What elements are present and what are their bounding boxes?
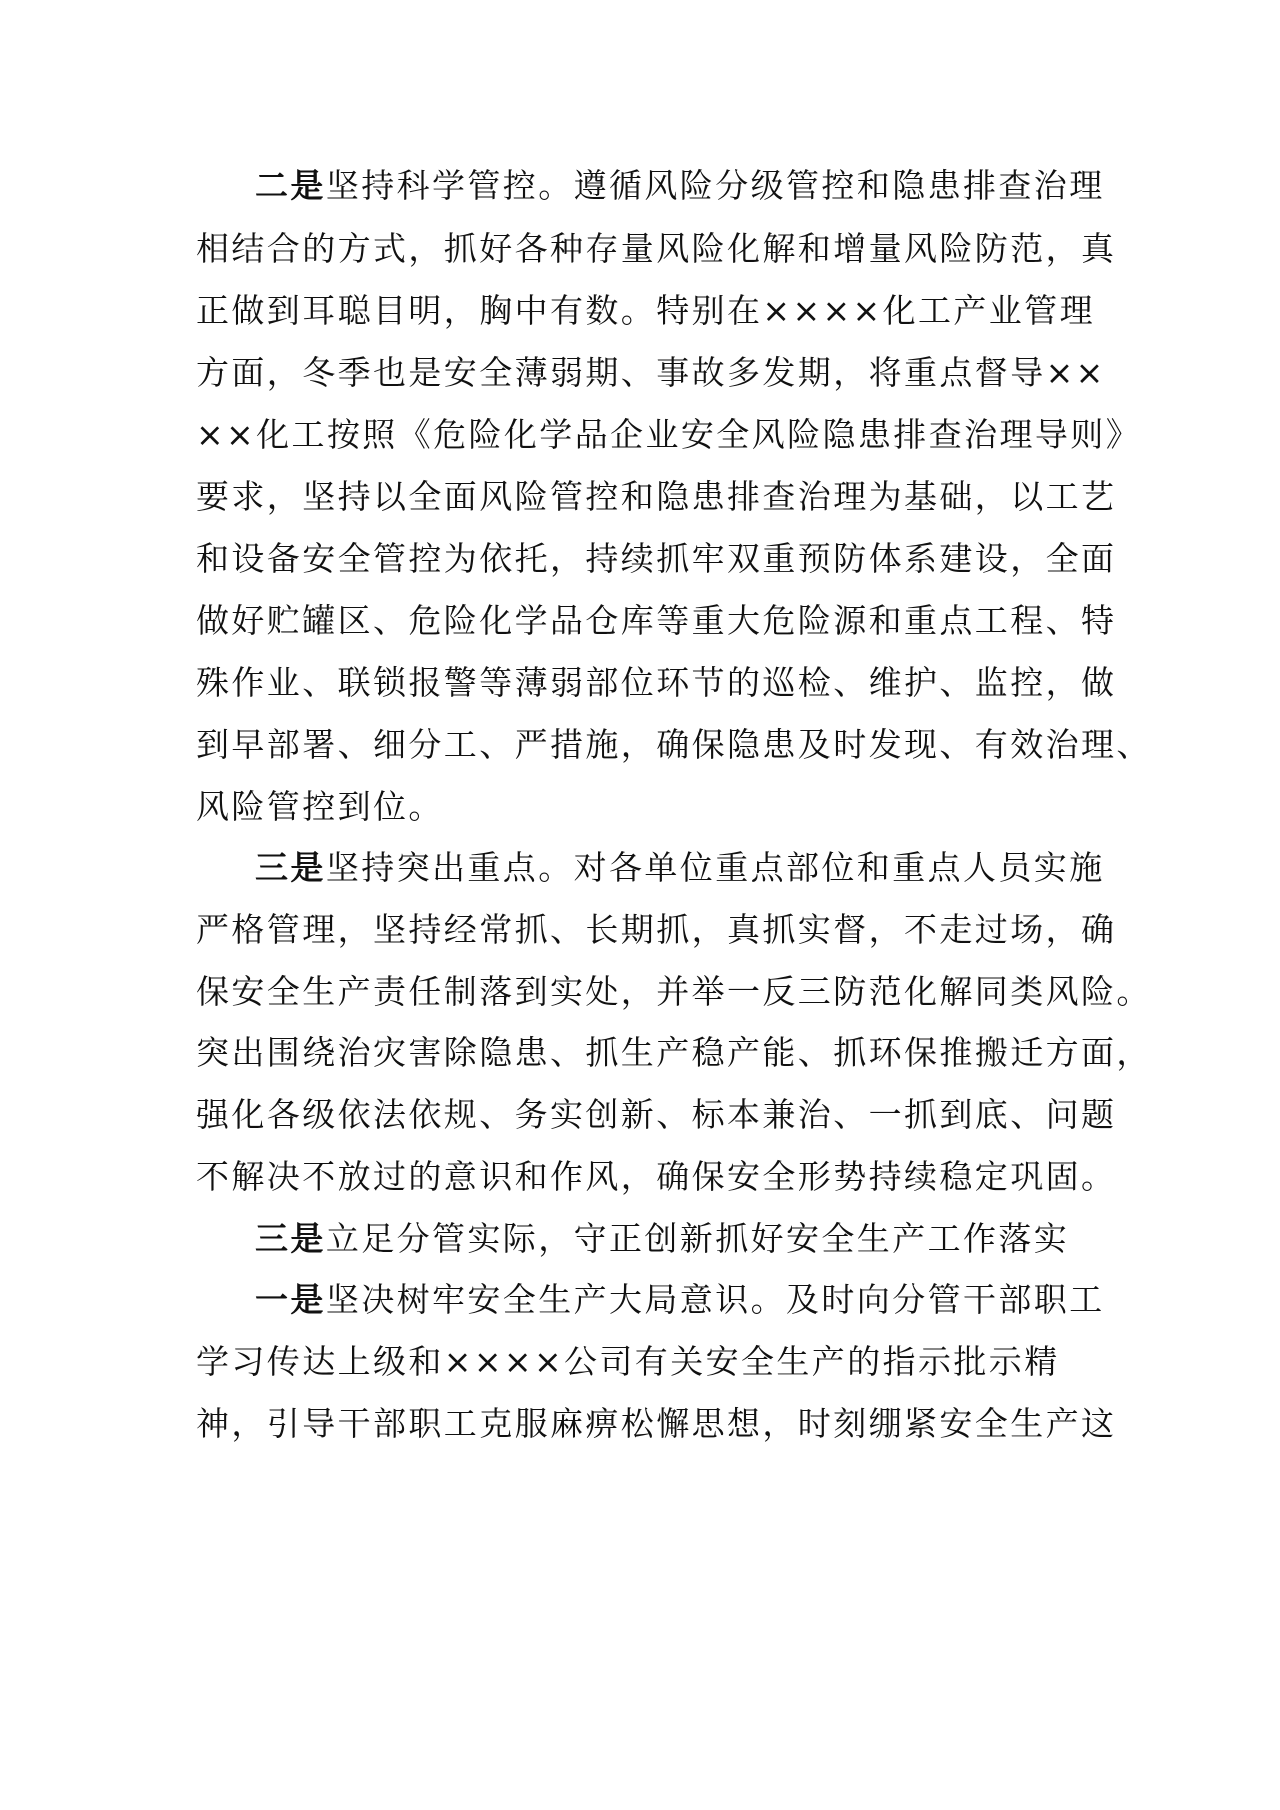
- paragraph-line: [196, 970, 1152, 1014]
- paragraph-text: 立足分管实际，守正创新抓好安全生产工作落实: [325, 1219, 1070, 1258]
- paragraph-lead: 二是: [255, 166, 326, 205]
- paragraph-text: 强化各级依法依规、务实创新、标本兼治、一抓到底、问题: [196, 1095, 1117, 1134]
- paragraph-text: 方面，冬季也是安全薄弱期、事故多发期，将重点督导××: [196, 353, 1106, 392]
- paragraph-text: 坚持突出重点。对各单位重点部位和重点人员实施: [325, 848, 1105, 887]
- paragraph-text: ××化工按照《危险化学品企业安全风险隐患排查治理导则》: [196, 415, 1142, 454]
- section-heading: [255, 1217, 1155, 1261]
- paragraph-text: 学习传达上级和××××公司有关安全生产的指示批示精: [196, 1342, 1060, 1381]
- paragraph-text: 风险管控到位。: [196, 787, 444, 826]
- paragraph-text: 严格管理，坚持经常抓、长期抓，真抓实督，不走过场，确: [196, 910, 1117, 949]
- paragraph-text: 突出围绕治灾害除隐患、抓生产稳产能、抓环保推搬迁方面，: [196, 1033, 1152, 1072]
- paragraph-line: [196, 599, 1117, 643]
- paragraph-line: [196, 351, 1106, 395]
- paragraph-lead: 三是: [255, 1219, 326, 1258]
- paragraph-text: 正做到耳聪目明，胸中有数。特别在××××化工产业管理: [196, 291, 1096, 330]
- paragraph-line: [196, 1093, 1117, 1137]
- paragraph-line: [255, 164, 1155, 208]
- paragraph-line: [255, 846, 1155, 890]
- paragraph-line: [196, 785, 1096, 829]
- paragraph-text: 做好贮罐区、危险化学品仓库等重大危险源和重点工程、特: [196, 601, 1117, 640]
- paragraph-line: [196, 1155, 1117, 1199]
- paragraph-line: [196, 227, 1117, 271]
- paragraph-text: 到早部署、细分工、严措施，确保隐患及时发现、有效治理、: [196, 725, 1152, 764]
- paragraph-line: [196, 289, 1096, 333]
- paragraph-text: 和设备安全管控为依托，持续抓牢双重预防体系建设，全面: [196, 539, 1117, 578]
- paragraph-lead: 三是: [255, 848, 326, 887]
- paragraph-line: [196, 723, 1152, 767]
- paragraph-line: [196, 1031, 1152, 1075]
- paragraph-line: [196, 1402, 1117, 1446]
- paragraph-text: 保安全生产责任制落到实处，并举一反三防范化解同类风险。: [196, 972, 1152, 1011]
- paragraph-text: 坚决树牢安全生产大局意识。及时向分管干部职工: [325, 1280, 1105, 1319]
- paragraph-line: [196, 1340, 1096, 1384]
- paragraph-text: 要求，坚持以全面风险管控和隐患排查治理为基础，以工艺: [196, 477, 1117, 516]
- paragraph-lead: 一是: [255, 1280, 326, 1319]
- paragraph-text: 神，引导干部职工克服麻痹松懈思想，时刻绷紧安全生产这: [196, 1404, 1117, 1443]
- paragraph-line: [196, 908, 1117, 952]
- paragraph-line: [196, 475, 1117, 519]
- paragraph-line: [196, 537, 1117, 581]
- paragraph-text: 殊作业、联锁报警等薄弱部位环节的巡检、维护、监控，做: [196, 663, 1117, 702]
- paragraph-line: [196, 661, 1117, 705]
- paragraph-text: 不解决不放过的意识和作风，确保安全形势持续稳定巩固。: [196, 1157, 1117, 1196]
- paragraph-line: [255, 1278, 1155, 1322]
- paragraph-line: [196, 413, 1142, 457]
- paragraph-text: 坚持科学管控。遵循风险分级管控和隐患排查治理: [325, 166, 1105, 205]
- paragraph-text: 相结合的方式，抓好各种存量风险化解和增量风险防范，真: [196, 229, 1117, 268]
